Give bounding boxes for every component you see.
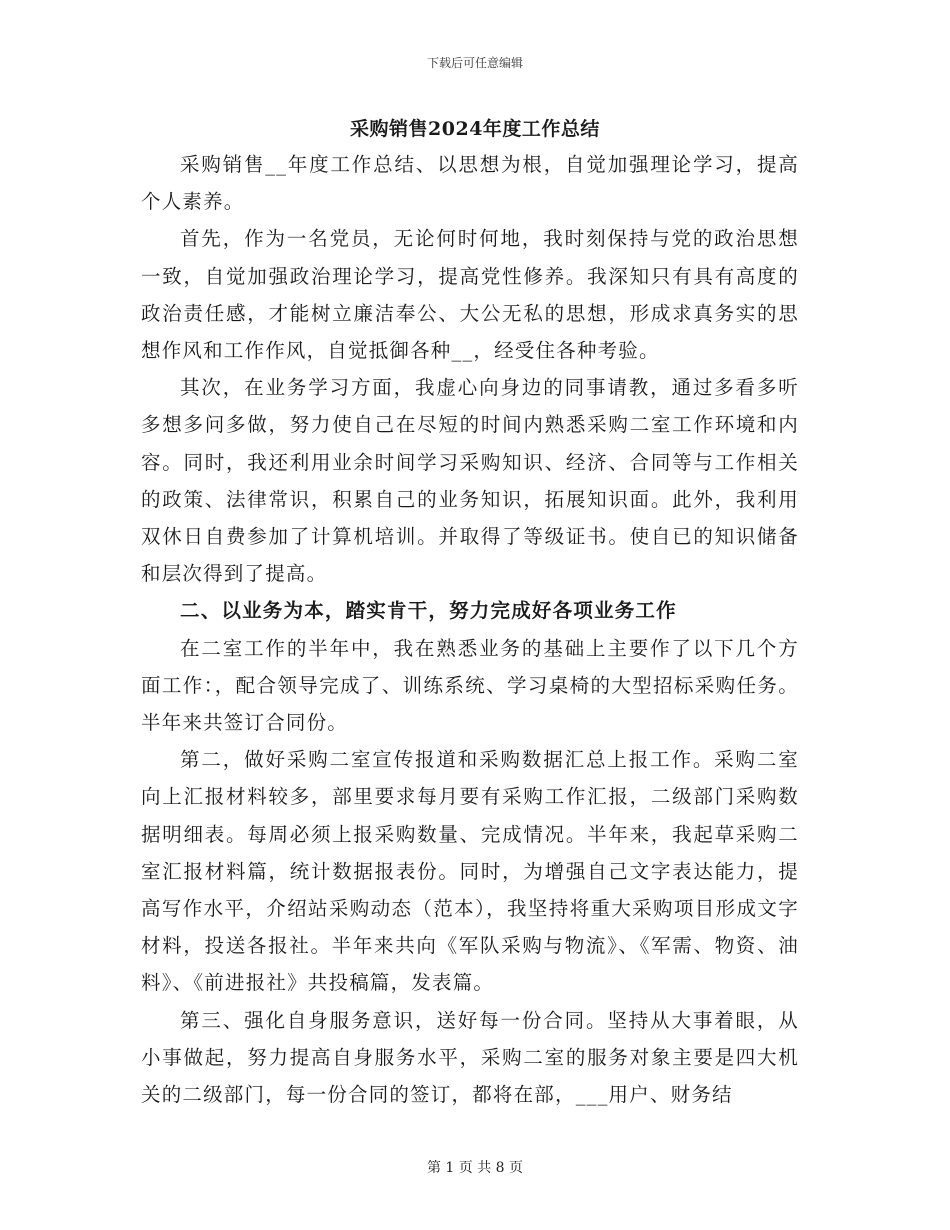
paragraph-third: 第三、强化自身服务意识，送好每一份合同。坚持从大事着眼，从小事做起，努力提高自身服务水平，采购二室的服务对象主要是四大机关的二级部门，每一份合同的签订，都将在部，___用户、财务结 xyxy=(141,1008,799,1107)
paragraph-work: 在二室工作的半年中，我在熟悉业务的基础上主要作了以下几个方面工作：，配合领导完成了、训练系统、学习桌椅的大型招标采购任务。半年来共签订合同份。 xyxy=(141,636,799,735)
document-body xyxy=(141,146,799,1113)
section-heading-2: 二、以业务为本，踏实肯干，努力完成好各项业务工作 xyxy=(180,599,677,623)
page-header-note: 下载后可任意编辑 xyxy=(426,56,523,70)
paragraph-study: 其次，在业务学习方面，我虚心向身边的同事请教，通过多看多听多想多问多做，努力使自己在尽短的时间内熟悉采购二室工作环境和内容。同时，我还利用业余时间学习采购知识、经济、合同等与工作相关的政策、法律常识，积累自己的业务知识，拓展知识面。此外，我利用双休日自费参加了计算机培训。并取得了等级证书。使自已的知识储备和层次得到了提高。 xyxy=(141,376,799,586)
document-title: 采购销售2024年度工作总结 xyxy=(350,118,600,140)
paragraph-political: 首先，作为一名党员，无论何时何地，我时刻保持与党的政治思想一致，自觉加强政治理论学习，提高党性修养。我深知只有具有高度的政治责任感，才能树立廉洁奉公、大公无私的思想，形成求真务实的思想作风和工作作风，自觉抵御各种__，经受住各种考验。 xyxy=(141,227,799,363)
paragraph-second: 第二，做好采购二室宣传报道和采购数据汇总上报工作。采购二室向上汇报材料较多，部里要求每月要有采购工作汇报，二级部门采购数据明细表。每周必须上报采购数量、完成情况。半年来，我起草采购二室汇报材料篇，统计数据报表份。同时，为增强自己文字表达能力，提高写作水平，介绍站采购动态（范本），我坚持将重大采购项目形成文字材料，投送各报社。半年来共向《军队采购与物流》、《军需、物资、油料》、《前进报社》共投稿篇，发表篇。 xyxy=(141,748,799,995)
paragraph-intro: 采购销售__年度工作总结、以思想为根，自觉加强理论学习，提高个人素养。 xyxy=(141,153,799,214)
page-number-footer: 第 1 页 共 8 页 xyxy=(426,1160,524,1176)
